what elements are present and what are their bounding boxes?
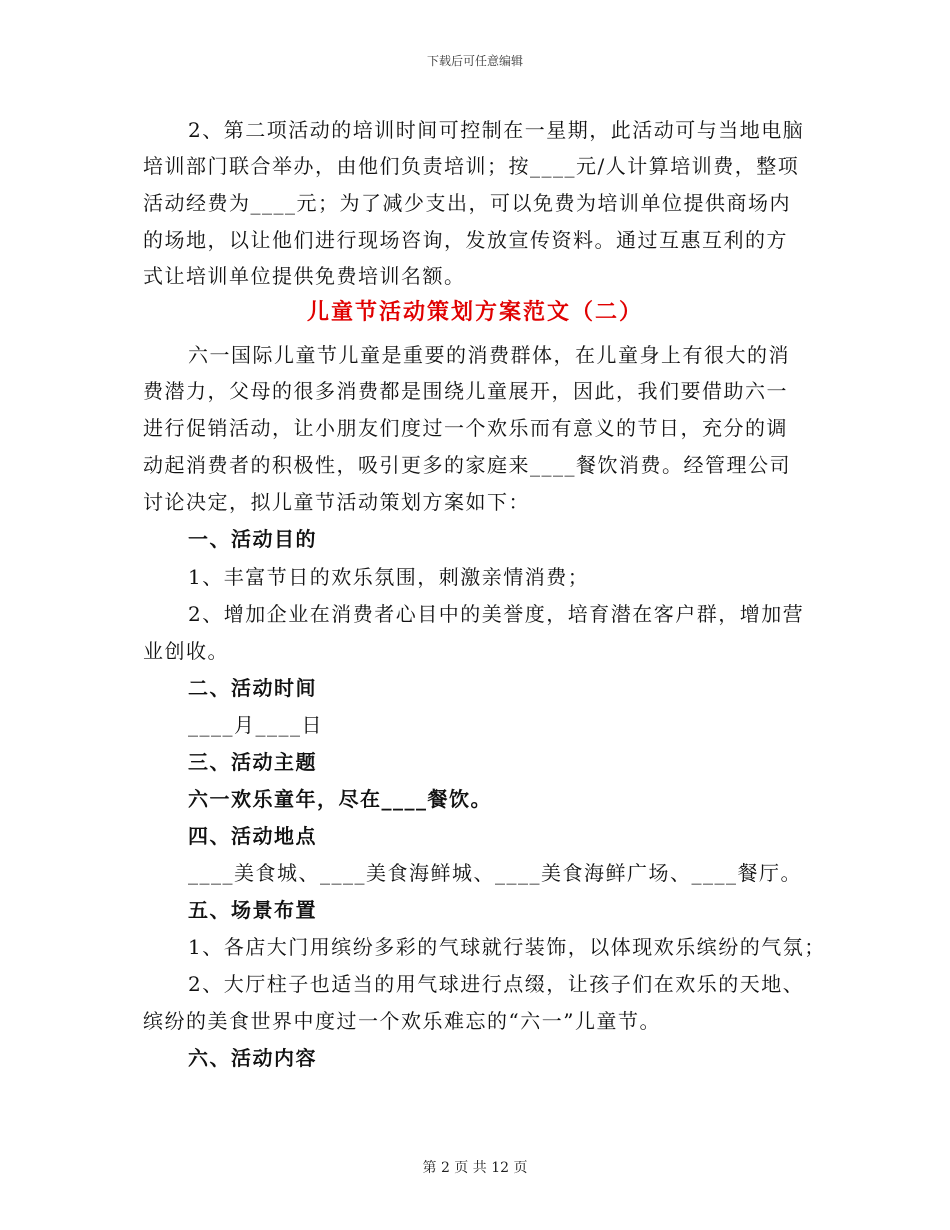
paragraph-line: 讨论决定，拟儿童节活动策划方案如下： — [143, 490, 530, 514]
list-item-continuation: 业创收。 — [143, 639, 229, 663]
paragraph-line: 式让培训单位提供免费培训名额。 — [143, 264, 466, 288]
paragraph-line: 六一国际儿童节儿童是重要的消费群体，在儿童身上有很大的消 — [188, 343, 790, 367]
list-item: 2、大厅柱子也适当的用气球进行点缀，让孩子们在欢乐的天地、 — [188, 972, 805, 996]
section-heading: 一、活动目的 — [188, 527, 317, 551]
list-item-continuation: 缤纷的美食世界中度过一个欢乐难忘的“六一”儿童节。 — [143, 1009, 661, 1033]
paragraph-line: 2、第二项活动的培训时间可控制在一星期，此活动可与当地电脑 — [188, 118, 805, 142]
list-item: 1、丰富节日的欢乐氛围，刺激亲情消费； — [188, 565, 590, 589]
paragraph-line: 的场地，以让他们进行现场咨询，发放宣传资料。通过互惠互利的方 — [143, 228, 788, 252]
paragraph-line: 动起消费者的积极性，吸引更多的家庭来____餐饮消费。经管理公司 — [143, 453, 791, 477]
paragraph-line: 费潜力，父母的很多消费都是围绕儿童展开，因此，我们要借助六一 — [143, 379, 788, 403]
section-heading: 三、活动主题 — [188, 750, 317, 774]
header-note: 下载后可任意编辑 — [426, 54, 523, 68]
paragraph-line: 培训部门联合举办，由他们负责培训；按____元/人计算培训费，整项 — [143, 154, 800, 178]
section-heading: 五、场景布置 — [188, 898, 317, 922]
section-text: 六一欢乐童年，尽在____餐饮。 — [188, 787, 492, 811]
document-title: 儿童节活动策划方案范文（二） — [306, 299, 643, 325]
page-footer: 第 2 页 共 12 页 — [422, 1160, 528, 1176]
paragraph-line: 活动经费为____元；为了减少支出，可以免费为培训单位提供商场内 — [143, 191, 791, 215]
section-text: ____美食城、____美食海鲜城、____美食海鲜广场、____餐厅。 — [188, 861, 802, 885]
section-text: ____月____日 — [188, 713, 323, 737]
section-heading: 四、活动地点 — [188, 824, 317, 848]
list-item: 1、各店大门用缤纷多彩的气球就行装饰，以体现欢乐缤纷的气氛； — [188, 935, 826, 959]
paragraph-line: 进行促销活动，让小朋友们度过一个欢乐而有意义的节日，充分的调 — [143, 416, 788, 440]
section-heading: 六、活动内容 — [188, 1046, 317, 1070]
section-heading: 二、活动时间 — [188, 676, 317, 700]
list-item: 2、增加企业在消费者心目中的美誉度，培育潜在客户群，增加营 — [188, 602, 805, 626]
